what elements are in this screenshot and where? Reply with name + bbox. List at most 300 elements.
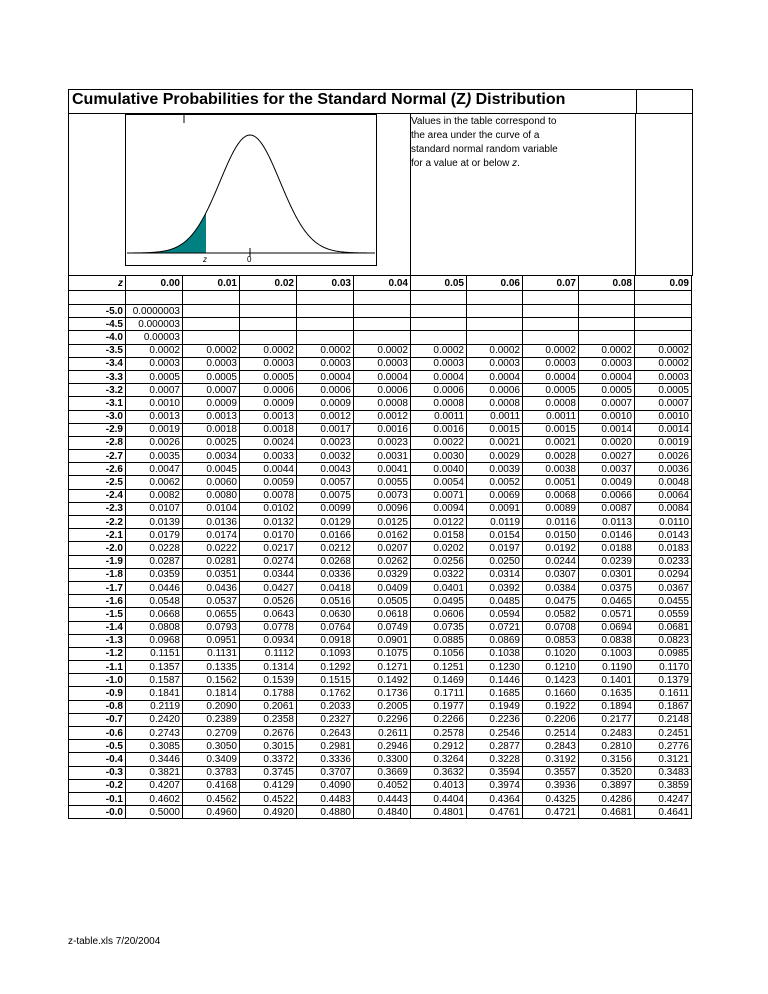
table-row xyxy=(69,621,692,634)
z-value-cell: -1.0 xyxy=(69,674,126,687)
table-row xyxy=(69,450,692,463)
probability-cell: 0.1170 xyxy=(635,661,692,674)
probability-cell: 0.0062 xyxy=(126,476,183,489)
table-row xyxy=(69,634,692,647)
probability-cell: 0.3897 xyxy=(579,779,635,792)
probability-cell: 0.0002 xyxy=(240,344,297,357)
probability-cell: 0.0018 xyxy=(183,423,240,436)
probability-cell: 0.4325 xyxy=(523,792,579,805)
probability-cell: 0.0007 xyxy=(579,397,635,410)
probability-cell: 0.0516 xyxy=(297,595,354,608)
probability-cell: 0.3669 xyxy=(354,766,411,779)
probability-cell: 0.0008 xyxy=(411,397,467,410)
probability-cell: 0.0174 xyxy=(183,529,240,542)
probability-cell: 0.0250 xyxy=(467,555,523,568)
probability-cell: 0.0485 xyxy=(467,595,523,608)
probability-cell: 0.2514 xyxy=(523,727,579,740)
probability-cell: 0.0262 xyxy=(354,555,411,568)
probability-cell: 0.0582 xyxy=(523,608,579,621)
probability-cell: 0.2877 xyxy=(467,740,523,753)
probability-cell: 0.0764 xyxy=(297,621,354,634)
probability-cell: 0.5000 xyxy=(126,806,183,819)
probability-cell: 0.0064 xyxy=(635,489,692,502)
probability-cell: 0.3557 xyxy=(523,766,579,779)
probability-cell: 0.0069 xyxy=(467,489,523,502)
table-row xyxy=(69,529,692,542)
probability-cell: 0.0281 xyxy=(183,555,240,568)
probability-cell: 0.0039 xyxy=(467,463,523,476)
probability-cell: 0.1762 xyxy=(297,687,354,700)
probability-cell: 0.0446 xyxy=(126,581,183,594)
probability-cell: 0.0793 xyxy=(183,621,240,634)
table-row xyxy=(69,516,692,529)
header-decimal: 0.07 xyxy=(523,276,579,291)
blank-cell xyxy=(126,291,183,305)
probability-cell xyxy=(579,318,635,331)
probability-cell: 0.0901 xyxy=(354,634,411,647)
right-border xyxy=(692,113,693,276)
probability-cell: 0.1379 xyxy=(635,674,692,687)
probability-cell xyxy=(467,318,523,331)
probability-cell: 0.0559 xyxy=(635,608,692,621)
z-marker-label: z xyxy=(203,255,207,264)
table-row xyxy=(69,384,692,397)
probability-cell: 0.1469 xyxy=(411,674,467,687)
probability-cell: 0.0207 xyxy=(354,542,411,555)
probability-cell: 0.0004 xyxy=(411,370,467,383)
probability-cell: 0.4168 xyxy=(183,779,240,792)
probability-cell: 0.0099 xyxy=(297,502,354,515)
probability-cell: 0.0019 xyxy=(126,423,183,436)
probability-cell: 0.4721 xyxy=(523,806,579,819)
probability-cell: 0.0091 xyxy=(467,502,523,515)
z-value-cell: -3.1 xyxy=(69,397,126,410)
probability-cell: 0.0606 xyxy=(411,608,467,621)
table-row xyxy=(69,305,692,318)
probability-cell: 0.0475 xyxy=(523,595,579,608)
probability-cell: 0.0778 xyxy=(240,621,297,634)
probability-cell: 0.2358 xyxy=(240,713,297,726)
z-value-cell: -3.5 xyxy=(69,344,126,357)
probability-cell: 0.0618 xyxy=(354,608,411,621)
probability-cell: 0.0015 xyxy=(467,423,523,436)
left-border xyxy=(68,113,69,276)
table-row xyxy=(69,608,692,621)
probability-cell: 0.0367 xyxy=(635,581,692,594)
probability-cell: 0.0721 xyxy=(467,621,523,634)
probability-cell: 0.2119 xyxy=(126,700,183,713)
probability-cell: 0.4013 xyxy=(411,779,467,792)
probability-cell: 0.0008 xyxy=(354,397,411,410)
probability-cell: 0.0002 xyxy=(635,344,692,357)
probability-cell: 0.4483 xyxy=(297,792,354,805)
probability-cell: 0.3974 xyxy=(467,779,523,792)
probability-cell xyxy=(467,331,523,344)
probability-cell xyxy=(183,331,240,344)
probability-cell: 0.0150 xyxy=(523,529,579,542)
probability-cell: 0.0013 xyxy=(183,410,240,423)
probability-cell: 0.4522 xyxy=(240,792,297,805)
probability-cell: 0.0012 xyxy=(354,410,411,423)
probability-cell: 0.2709 xyxy=(183,727,240,740)
table-row xyxy=(69,792,692,805)
probability-cell: 0.1112 xyxy=(240,647,297,660)
z-value-cell: -2.7 xyxy=(69,450,126,463)
zero-label: 0 xyxy=(247,255,252,264)
probability-cell: 0.0418 xyxy=(297,581,354,594)
probability-cell: 0.3859 xyxy=(635,779,692,792)
probability-cell xyxy=(297,318,354,331)
probability-cell: 0.4562 xyxy=(183,792,240,805)
probability-cell: 0.0006 xyxy=(411,384,467,397)
probability-cell: 0.0000003 xyxy=(126,305,183,318)
probability-cell: 0.1190 xyxy=(579,661,635,674)
z-value-cell: -2.0 xyxy=(69,542,126,555)
probability-cell: 0.2676 xyxy=(240,727,297,740)
z-value-cell: -3.4 xyxy=(69,357,126,370)
probability-cell: 0.0005 xyxy=(240,370,297,383)
probability-cell: 0.0274 xyxy=(240,555,297,568)
probability-cell: 0.1003 xyxy=(579,647,635,660)
z-value-cell: -1.4 xyxy=(69,621,126,634)
probability-cell: 0.0968 xyxy=(126,634,183,647)
header-decimal: 0.00 xyxy=(126,276,183,291)
probability-cell: 0.0059 xyxy=(240,476,297,489)
probability-cell: 0.4880 xyxy=(297,806,354,819)
probability-cell: 0.0244 xyxy=(523,555,579,568)
blank-cell xyxy=(411,291,467,305)
probability-cell: 0.0003 xyxy=(240,357,297,370)
probability-cell: 0.0427 xyxy=(240,581,297,594)
probability-cell: 0.1949 xyxy=(467,700,523,713)
probability-cell: 0.1335 xyxy=(183,661,240,674)
probability-cell: 0.0125 xyxy=(354,516,411,529)
probability-cell: 0.4443 xyxy=(354,792,411,805)
probability-cell: 0.1788 xyxy=(240,687,297,700)
probability-cell: 0.0023 xyxy=(354,436,411,449)
probability-cell: 0.0009 xyxy=(240,397,297,410)
probability-cell: 0.0004 xyxy=(354,370,411,383)
z-value-cell: -2.4 xyxy=(69,489,126,502)
z-value-cell: -0.2 xyxy=(69,779,126,792)
z-value-cell: -2.6 xyxy=(69,463,126,476)
probability-cell: 0.0212 xyxy=(297,542,354,555)
table-row xyxy=(69,661,692,674)
probability-cell: 0.0233 xyxy=(635,555,692,568)
probability-cell: 0.0192 xyxy=(523,542,579,555)
probability-cell: 0.0036 xyxy=(635,463,692,476)
table-row xyxy=(69,700,692,713)
probability-cell: 0.3936 xyxy=(523,779,579,792)
blank-cell xyxy=(69,291,126,305)
probability-cell xyxy=(523,318,579,331)
probability-cell: 0.4641 xyxy=(635,806,692,819)
probability-cell: 0.0119 xyxy=(467,516,523,529)
probability-cell: 0.0003 xyxy=(183,357,240,370)
probability-cell: 0.4920 xyxy=(240,806,297,819)
probability-cell: 0.0132 xyxy=(240,516,297,529)
probability-cell: 0.2005 xyxy=(354,700,411,713)
probability-cell: 0.2296 xyxy=(354,713,411,726)
table-row xyxy=(69,647,692,660)
probability-cell: 0.0010 xyxy=(126,397,183,410)
blank-row xyxy=(69,291,692,305)
probability-cell: 0.0003 xyxy=(297,357,354,370)
z-value-cell: -0.6 xyxy=(69,727,126,740)
probability-cell: 0.0075 xyxy=(297,489,354,502)
probability-cell: 0.0002 xyxy=(411,344,467,357)
probability-cell: 0.0028 xyxy=(523,450,579,463)
probability-cell: 0.1423 xyxy=(523,674,579,687)
probability-cell: 0.0188 xyxy=(579,542,635,555)
probability-cell: 0.0256 xyxy=(411,555,467,568)
probability-cell xyxy=(635,331,692,344)
table-row xyxy=(69,779,692,792)
probability-cell: 0.0359 xyxy=(126,568,183,581)
probability-cell: 0.0040 xyxy=(411,463,467,476)
probability-cell xyxy=(240,331,297,344)
probability-cell xyxy=(411,318,467,331)
probability-cell: 0.4247 xyxy=(635,792,692,805)
probability-cell: 0.3409 xyxy=(183,753,240,766)
probability-cell: 0.3050 xyxy=(183,740,240,753)
footer-filename: z-table.xls 7/20/2004 xyxy=(68,936,161,947)
probability-cell: 0.3520 xyxy=(579,766,635,779)
table-row xyxy=(69,318,692,331)
z-value-cell: -2.8 xyxy=(69,436,126,449)
probability-cell: 0.2643 xyxy=(297,727,354,740)
probability-cell: 0.0107 xyxy=(126,502,183,515)
probability-cell: 0.0104 xyxy=(183,502,240,515)
z-value-cell: -0.3 xyxy=(69,766,126,779)
probability-cell: 0.0071 xyxy=(411,489,467,502)
probability-cell: 0.0005 xyxy=(635,384,692,397)
probability-cell: 0.0006 xyxy=(354,384,411,397)
probability-cell: 0.4840 xyxy=(354,806,411,819)
z-value-cell: -2.2 xyxy=(69,516,126,529)
probability-cell: 0.0013 xyxy=(240,410,297,423)
z-value-cell: -1.7 xyxy=(69,581,126,594)
probability-cell: 0.4364 xyxy=(467,792,523,805)
probability-cell: 0.2611 xyxy=(354,727,411,740)
probability-cell: 0.0003 xyxy=(354,357,411,370)
table-row xyxy=(69,489,692,502)
probability-cell: 0.0495 xyxy=(411,595,467,608)
probability-cell: 0.0823 xyxy=(635,634,692,647)
probability-cell: 0.0080 xyxy=(183,489,240,502)
probability-cell: 0.0336 xyxy=(297,568,354,581)
probability-cell: 0.0594 xyxy=(467,608,523,621)
table-row xyxy=(69,595,692,608)
probability-cell: 0.0007 xyxy=(635,397,692,410)
table-row xyxy=(69,542,692,555)
header-decimal: 0.08 xyxy=(579,276,635,291)
table-row xyxy=(69,502,692,515)
table-header-row xyxy=(69,276,692,291)
table-row xyxy=(69,423,692,436)
probability-cell: 0.1894 xyxy=(579,700,635,713)
probability-cell: 0.4090 xyxy=(297,779,354,792)
probability-cell: 0.0057 xyxy=(297,476,354,489)
probability-cell: 0.1314 xyxy=(240,661,297,674)
z-value-cell: -1.2 xyxy=(69,647,126,660)
probability-cell: 0.0375 xyxy=(579,581,635,594)
z-value-cell: -2.5 xyxy=(69,476,126,489)
z-value-cell: -0.9 xyxy=(69,687,126,700)
probability-cell: 0.0047 xyxy=(126,463,183,476)
probability-cell: 0.0197 xyxy=(467,542,523,555)
probability-cell: 0.0351 xyxy=(183,568,240,581)
probability-cell: 0.0183 xyxy=(635,542,692,555)
probability-cell: 0.2810 xyxy=(579,740,635,753)
z-value-cell: -0.7 xyxy=(69,713,126,726)
probability-cell: 0.1230 xyxy=(467,661,523,674)
probability-cell: 0.0096 xyxy=(354,502,411,515)
table-row xyxy=(69,436,692,449)
probability-cell: 0.0052 xyxy=(467,476,523,489)
probability-cell: 0.0015 xyxy=(523,423,579,436)
probability-cell xyxy=(240,318,297,331)
chart-frame xyxy=(126,115,377,266)
probability-cell xyxy=(579,305,635,318)
probability-cell: 0.1401 xyxy=(579,674,635,687)
probability-cell: 0.3192 xyxy=(523,753,579,766)
probability-cell: 0.0003 xyxy=(523,357,579,370)
probability-cell: 0.0166 xyxy=(297,529,354,542)
table-row xyxy=(69,568,692,581)
table-row xyxy=(69,727,692,740)
probability-cell: 0.2177 xyxy=(579,713,635,726)
probability-cell: 0.0002 xyxy=(579,344,635,357)
probability-cell: 0.0401 xyxy=(411,581,467,594)
table-row xyxy=(69,331,692,344)
z-value-cell: -1.9 xyxy=(69,555,126,568)
z-value-cell: -3.0 xyxy=(69,410,126,423)
table-row xyxy=(69,806,692,819)
probability-cell: 0.3745 xyxy=(240,766,297,779)
probability-cell: 0.0322 xyxy=(411,568,467,581)
blank-cell xyxy=(297,291,354,305)
probability-cell: 0.1075 xyxy=(354,647,411,660)
probability-cell: 0.0016 xyxy=(411,423,467,436)
probability-cell: 0.2743 xyxy=(126,727,183,740)
z-value-cell: -2.3 xyxy=(69,502,126,515)
probability-cell: 0.1977 xyxy=(411,700,467,713)
probability-cell: 0.0951 xyxy=(183,634,240,647)
probability-cell: 0.0005 xyxy=(579,384,635,397)
probability-cell: 0.0102 xyxy=(240,502,297,515)
probability-cell xyxy=(297,305,354,318)
probability-cell: 0.0985 xyxy=(635,647,692,660)
z-value-cell: -4.0 xyxy=(69,331,126,344)
probability-cell: 0.0143 xyxy=(635,529,692,542)
probability-cell xyxy=(523,331,579,344)
note-line: standard normal random variable xyxy=(411,144,558,155)
probability-cell: 0.0002 xyxy=(467,344,523,357)
probability-cell: 0.0011 xyxy=(523,410,579,423)
probability-cell xyxy=(240,305,297,318)
probability-cell: 0.0228 xyxy=(126,542,183,555)
probability-cell: 0.3446 xyxy=(126,753,183,766)
probability-cell: 0.0129 xyxy=(297,516,354,529)
probability-cell: 0.1038 xyxy=(467,647,523,660)
probability-cell: 0.1515 xyxy=(297,674,354,687)
probability-cell: 0.0630 xyxy=(297,608,354,621)
probability-cell: 0.0002 xyxy=(297,344,354,357)
probability-cell: 0.0694 xyxy=(579,621,635,634)
probability-cell: 0.0005 xyxy=(523,384,579,397)
probability-cell: 0.0055 xyxy=(354,476,411,489)
z-value-cell: -3.2 xyxy=(69,384,126,397)
probability-cell xyxy=(635,318,692,331)
probability-cell: 0.0002 xyxy=(354,344,411,357)
probability-cell: 0.3156 xyxy=(579,753,635,766)
probability-cell: 0.0008 xyxy=(523,397,579,410)
z-value-cell: -3.3 xyxy=(69,370,126,383)
probability-cell: 0.0045 xyxy=(183,463,240,476)
probability-cell: 0.0006 xyxy=(467,384,523,397)
column-divider xyxy=(635,113,636,276)
probability-cell: 0.0384 xyxy=(523,581,579,594)
probability-cell: 0.1446 xyxy=(467,674,523,687)
probability-cell: 0.0011 xyxy=(411,410,467,423)
header-decimal: 0.09 xyxy=(635,276,692,291)
probability-cell: 0.0082 xyxy=(126,489,183,502)
blank-cell xyxy=(579,291,635,305)
probability-cell: 0.3483 xyxy=(635,766,692,779)
probability-cell: 0.0033 xyxy=(240,450,297,463)
probability-cell: 0.3336 xyxy=(297,753,354,766)
z-value-cell: -1.1 xyxy=(69,661,126,674)
probability-cell: 0.0217 xyxy=(240,542,297,555)
probability-cell: 0.0548 xyxy=(126,595,183,608)
table-row xyxy=(69,397,692,410)
table-row xyxy=(69,581,692,594)
probability-cell: 0.0094 xyxy=(411,502,467,515)
probability-cell: 0.2912 xyxy=(411,740,467,753)
probability-cell: 0.0537 xyxy=(183,595,240,608)
probability-cell: 0.0034 xyxy=(183,450,240,463)
probability-cell: 0.0179 xyxy=(126,529,183,542)
title-bar xyxy=(68,89,693,114)
probability-cell: 0.0294 xyxy=(635,568,692,581)
probability-cell: 0.0287 xyxy=(126,555,183,568)
probability-cell: 0.0051 xyxy=(523,476,579,489)
probability-cell: 0.0004 xyxy=(297,370,354,383)
probability-cell: 0.0116 xyxy=(523,516,579,529)
probability-cell: 0.0571 xyxy=(579,608,635,621)
probability-cell: 0.0655 xyxy=(183,608,240,621)
probability-cell: 0.2148 xyxy=(635,713,692,726)
probability-cell: 0.2843 xyxy=(523,740,579,753)
probability-cell: 0.0307 xyxy=(523,568,579,581)
probability-cell: 0.1093 xyxy=(297,647,354,660)
header-decimal: 0.05 xyxy=(411,276,467,291)
probability-cell: 0.0002 xyxy=(523,344,579,357)
probability-cell: 0.0003 xyxy=(635,370,692,383)
probability-cell: 0.0526 xyxy=(240,595,297,608)
probability-cell: 0.0020 xyxy=(579,436,635,449)
table-row xyxy=(69,713,692,726)
probability-cell: 0.0735 xyxy=(411,621,467,634)
probability-cell: 0.2033 xyxy=(297,700,354,713)
probability-cell: 0.0073 xyxy=(354,489,411,502)
probability-cell: 0.0154 xyxy=(467,529,523,542)
probability-cell: 0.0049 xyxy=(579,476,635,489)
probability-cell: 0.3372 xyxy=(240,753,297,766)
probability-cell xyxy=(411,305,467,318)
probability-cell: 0.1151 xyxy=(126,647,183,660)
